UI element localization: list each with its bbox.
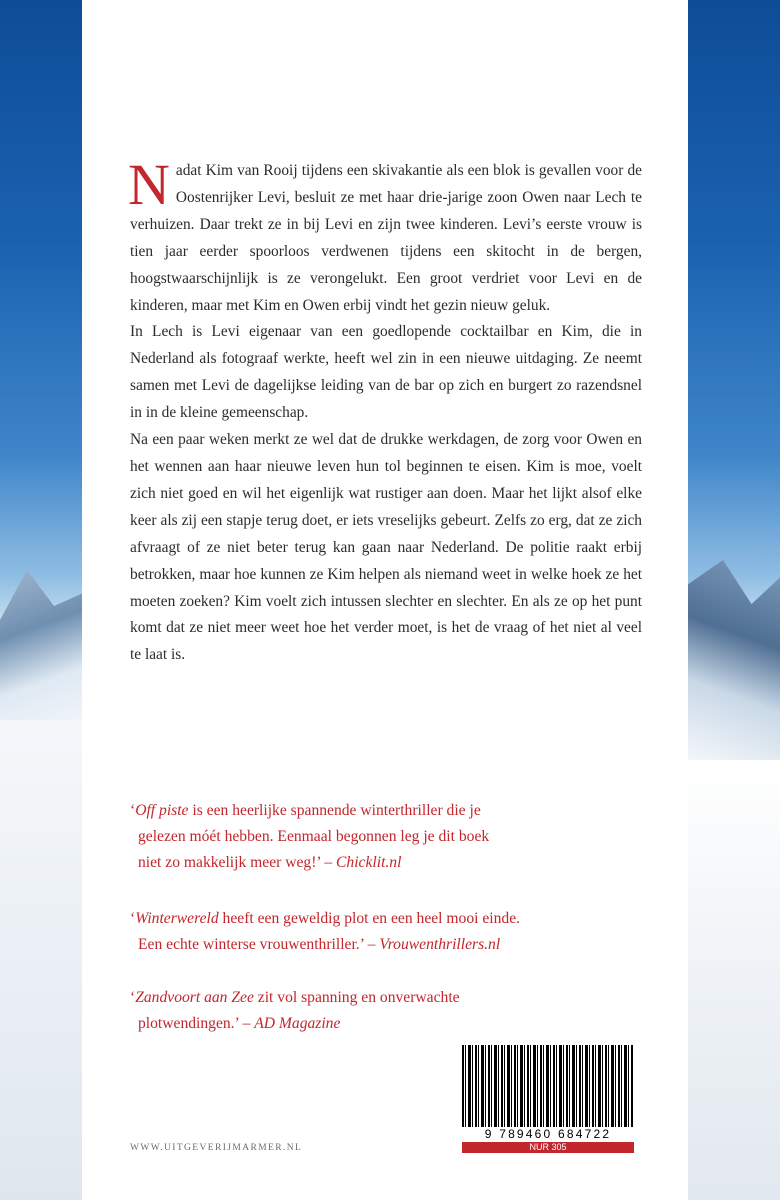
quote-1-line-3: niet zo makkelijk meer weg!’ – [138,854,337,871]
synopsis-paragraph-3: Na een paar weken merkt ze wel dat de drukke werkdagen, de zorg voor Owen en het wennen aan haar nieuwe leven hun tol beginnen te eisen. Kim is moe, voelt zich niet goed en wil het eigenlijk wat rustiger aan doen. Maar het lijkt alsof elke keer als zij een stapje terug doet, er iets vreselijks gebeurt. Zelfs zo erg, dat ze zich afvraagt of ze niet beter terug kan gaan naar Nederland. De politie raakt erbij betrokken, maar hoe kunnen ze Kim helpen als niemand weet in welke hoek ze het moeten zoeken? Kim voelt zich intussen slechter en slechter. En als ze op het punt komt dat ze niet meer weet hoe het verder moet, is het de vraag of het niet al veel te laat is. [130,431,642,664]
quote-1-title: Off piste [135,802,189,819]
nur-code: NUR 305 [462,1142,634,1153]
quote-1-line-2: gelezen móét hebben. Eenmaal begonnen leg je dit boek [138,828,490,845]
drop-cap: N [128,152,170,217]
quote-1-line-1: is een heerlijke spannende winterthriller die je [188,802,481,819]
quote-2-line-1: heeft een geweldig plot en een heel mooi einde. [218,910,521,927]
snow-slope-left [0,720,90,1200]
synopsis-p1-text: adat Kim van Rooij tijdens een skivakantie als een blok is gevallen voor de Oostenrijker Levi, besluit ze met haar drie-jarige zoon Owen naar Lech te verhuizen. Daar trekt ze in bij Levi en zijn twee kinderen. Levi’s eerste vrouw is tien jaar eerder spoorloos verdwenen tijdens een skitocht in de bergen, hoogstwaarschijnlijk is ze verongelukt. Een groot verdriet voor Levi en de kinderen, maar met Kim en Owen erbij vindt het gezin nieuw geluk. [130,162,642,314]
synopsis-paragraph-1 [128,152,642,319]
quote-3-line-1: zit vol spanning en onverwachte [253,989,460,1006]
quote-3-title: Zandvoort aan Zee [135,989,254,1006]
quote-3-source: AD Magazine [254,1015,341,1032]
review-quote-1: ‘Off piste is een heerlijke spannende winterthriller die je gelezen móét hebben. Eenmaal begonnen leg je dit boek niet zo makkelijk meer weg!’ – Chicklit.nl [130,798,642,876]
quote-2-title: Winterwereld [135,910,219,927]
review-quote-2: ‘Winterwereld heeft een geweldig plot en een heel mooi einde. Een echte winterse vrouwenthriller.’ – Vrouwenthrillers.nl [130,910,521,953]
quote-3-line-2: plotwendingen.’ – [138,1015,255,1032]
quote-2-line-2: Een echte winterse vrouwenthriller.’ – [138,936,380,953]
review-quote-3: ‘Zandvoort aan Zee zit vol spanning en onverwachte plotwendingen.’ – AD Magazine [130,989,460,1032]
quote-2-source: Vrouwenthrillers.nl [379,936,501,953]
isbn-barcode [452,1045,644,1153]
publisher-website: WWW.UITGEVERIJMARMER.NL [130,1143,303,1153]
synopsis-paragraph-2: In Lech is Levi eigenaar van een goedlopende cocktailbar en Kim, die in Nederland als fotograaf werkte, heeft wel zin in een nieuwe uitdaging. Ze neemt samen met Levi de dagelijkse leiding van de bar op zich en burgert zo razendsnel in in de kleine gemeenschap. [130,323,642,422]
synopsis [128,152,642,669]
snow-slope-right [685,760,780,1200]
mountain-right [685,560,780,780]
quote-1-source: Chicklit.nl [336,854,402,871]
barcode-bars [462,1045,634,1127]
barcode-number: 9 789460 684722 [484,1127,612,1141]
